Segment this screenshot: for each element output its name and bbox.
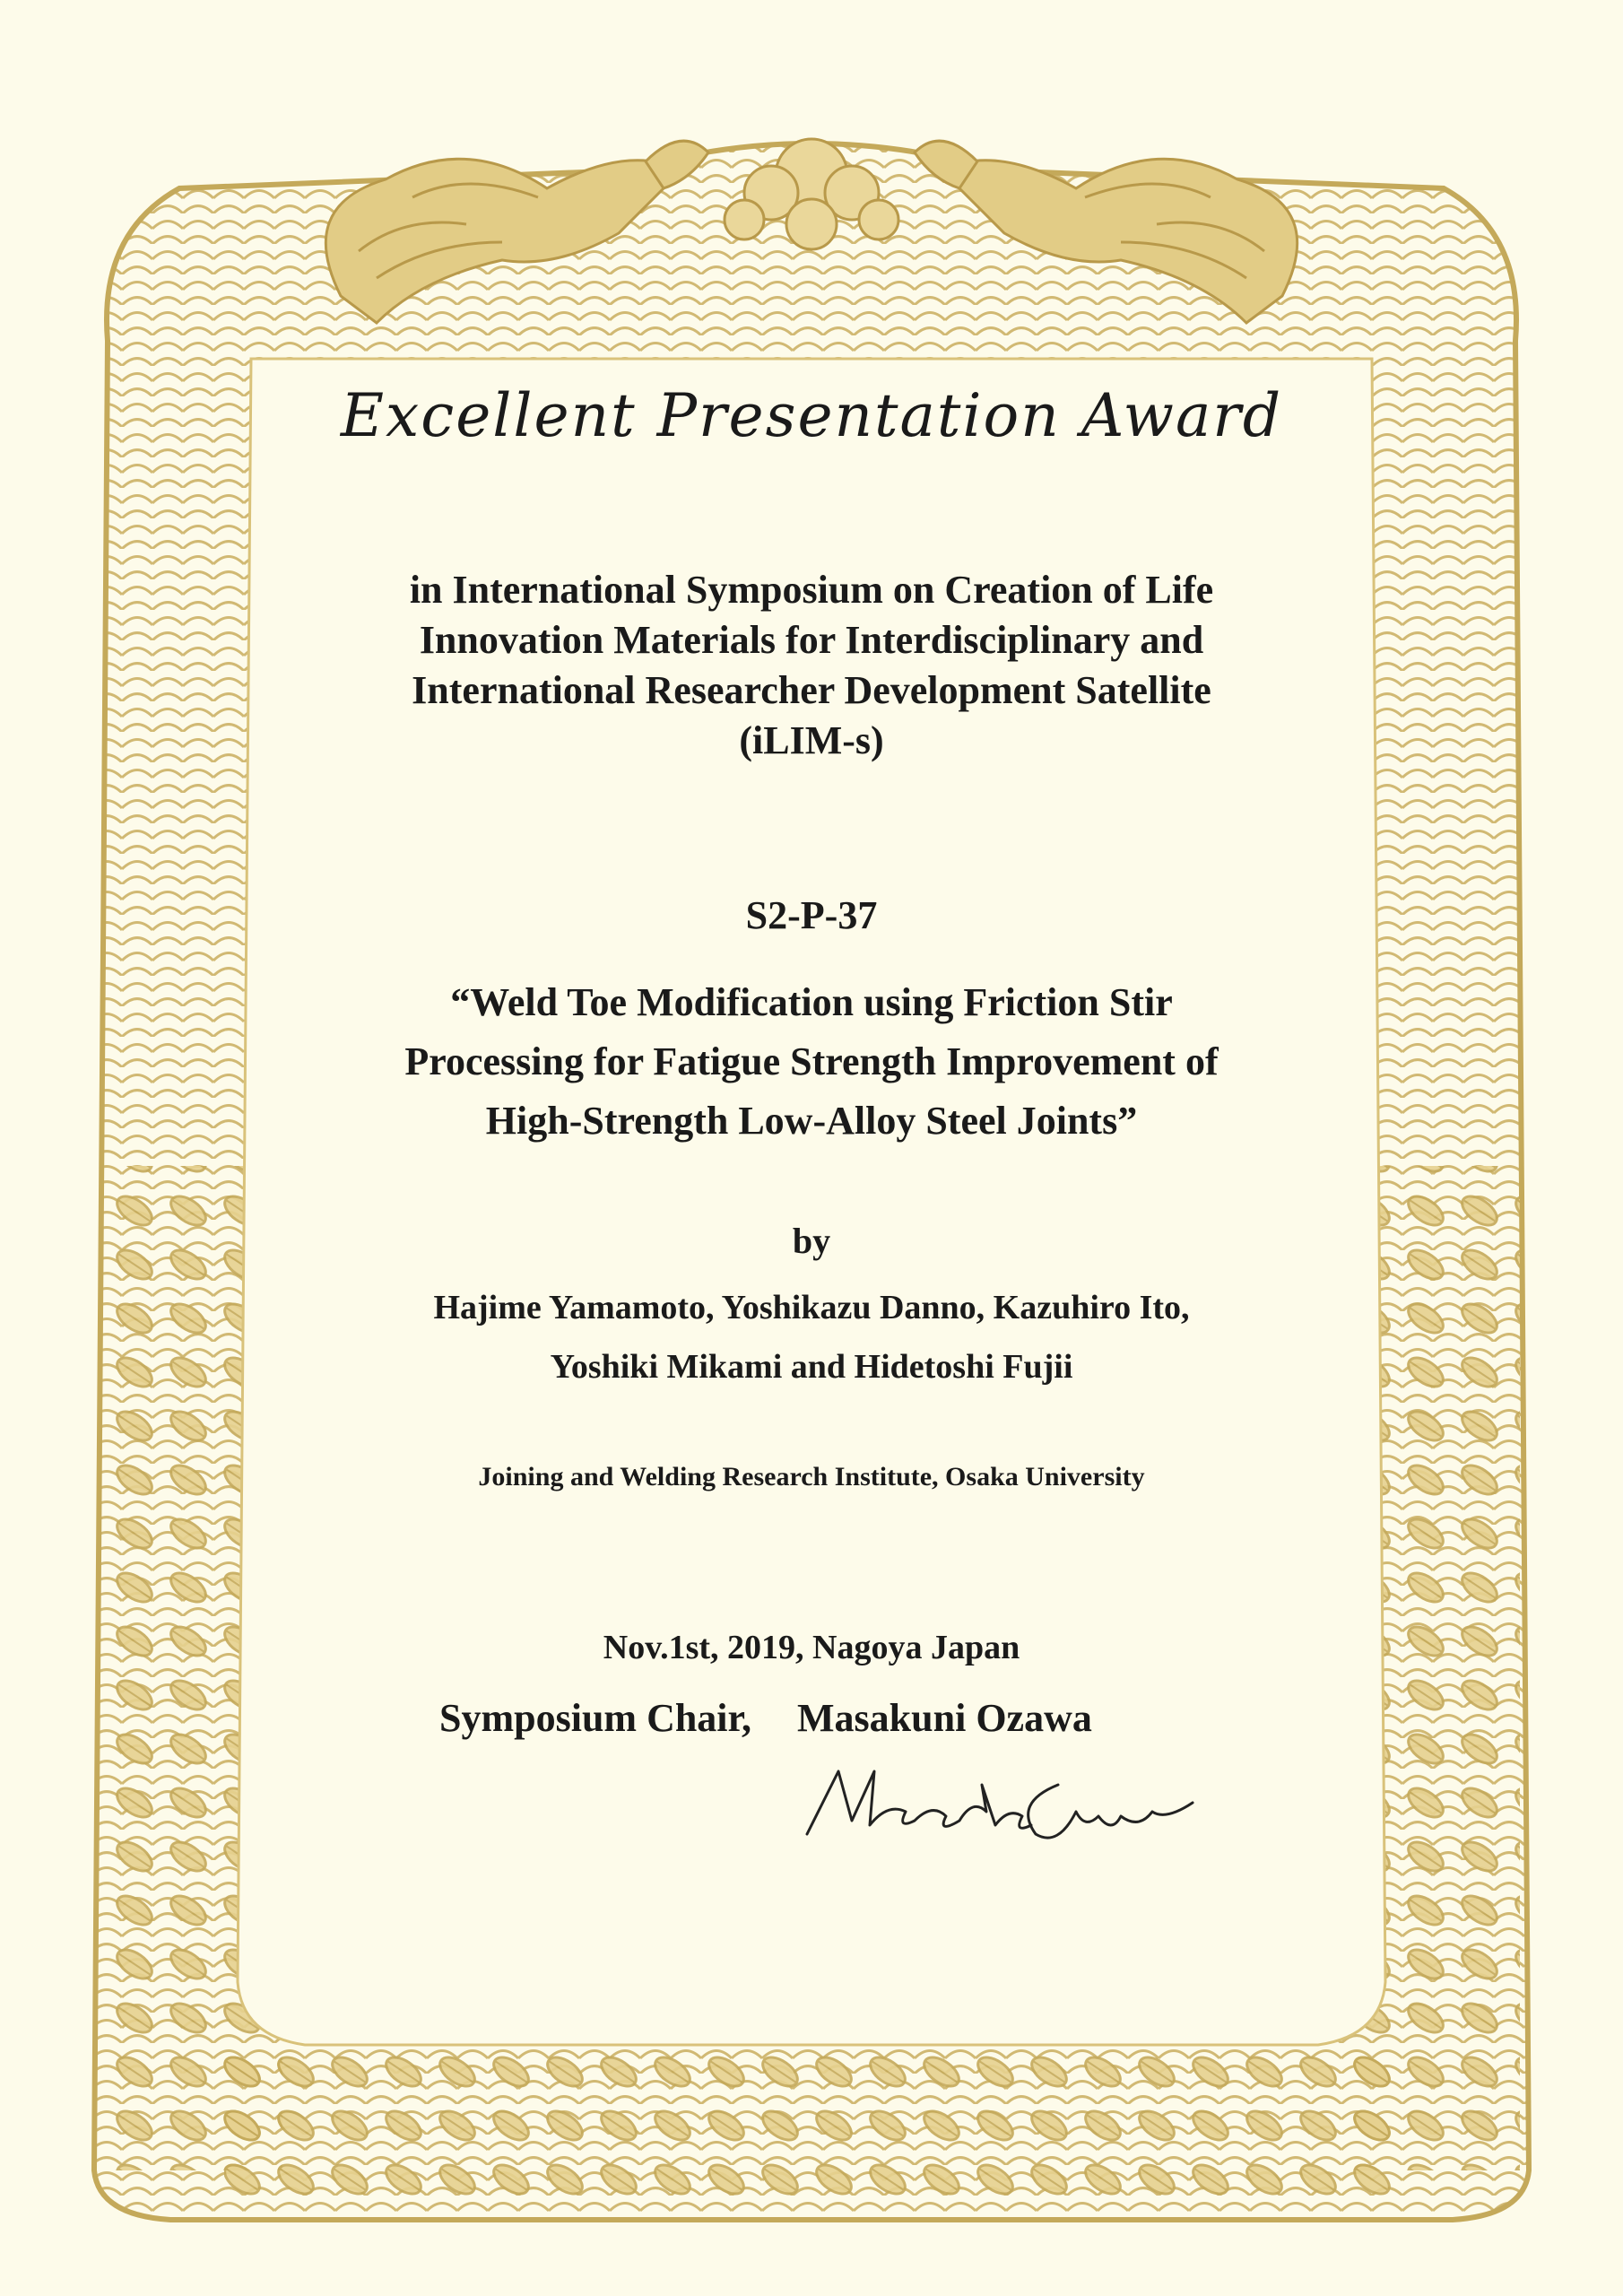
chair-name: Masakuni Ozawa — [797, 1696, 1092, 1740]
chair-line — [439, 1695, 1092, 1741]
authors-line: Hajime Yamamoto, Yoshikazu Danno, Kazuhiro Ito, — [433, 1289, 1190, 1326]
symposium-line: Innovation Materials for Interdisciplinary and — [419, 618, 1204, 662]
chair-role: Symposium Chair, — [439, 1696, 752, 1740]
authors — [0, 1278, 1623, 1396]
symposium-line: (iLIM-s) — [739, 718, 884, 762]
signature — [789, 1749, 1211, 1857]
paper-title-line: High-Strength Low-Alloy Steel Joints” — [485, 1099, 1138, 1143]
affiliation: Joining and Welding Research Institute, Osaka University — [478, 1462, 1145, 1492]
paper-id: S2-P-37 — [745, 893, 878, 937]
date-place: Nov.1st, 2019, Nagoya Japan — [603, 1629, 1020, 1666]
symposium-line: International Researcher Development Satellite — [412, 668, 1211, 712]
paper-title-line: Processing for Fatigue Strength Improvement of — [404, 1039, 1219, 1083]
paper-title — [296, 973, 1327, 1151]
paper-title-line: “Weld Toe Modification using Friction Stir — [450, 980, 1173, 1024]
symposium-line: in International Symposium on Creation of Life — [409, 568, 1214, 612]
symposium-name — [305, 565, 1318, 766]
award-title: Excellent Presentation Award — [340, 381, 1283, 450]
authors-line: Yoshiki Mikami and Hidetoshi Fujii — [550, 1348, 1073, 1386]
by-label: by — [792, 1221, 831, 1261]
